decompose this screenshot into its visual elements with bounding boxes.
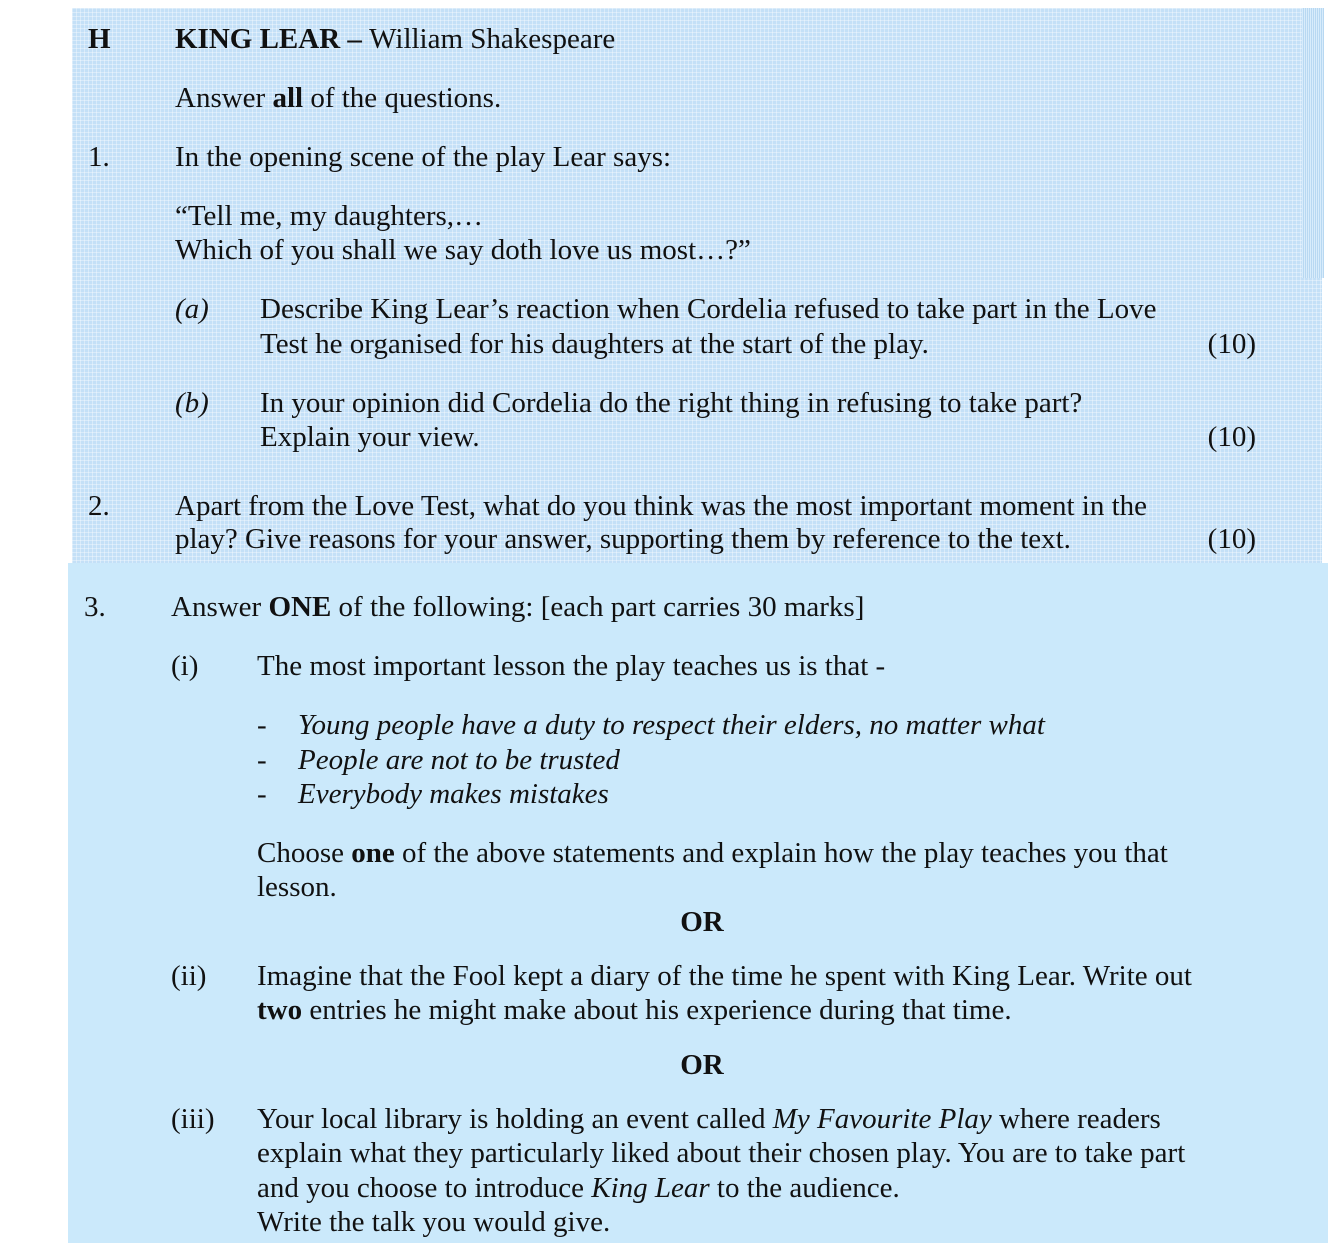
play-author: William Shakespeare — [369, 23, 616, 55]
q3iii-line4: Write the talk you would give. — [257, 1206, 611, 1238]
q1-number: 1. — [88, 141, 110, 173]
q3i-line: The most important lesson the play teaches us is that - — [257, 650, 886, 682]
q3i-label: (i) — [171, 650, 199, 682]
q2-number: 2. — [88, 490, 110, 522]
q3iii-line1-pre: Your local library is holding an event called — [257, 1103, 773, 1135]
or-separator: OR — [680, 906, 724, 938]
q3-instruction — [171, 590, 864, 624]
q1b-line1: In your opinion did Cordelia do the right thing in refusing to take part? — [260, 387, 1083, 419]
q3ii-post: entries he might make about his experience during that time. — [302, 994, 1012, 1026]
q1-quote-line1: “Tell me, my daughters,… — [175, 200, 484, 232]
choose-pre: Choose — [257, 837, 352, 869]
q3iii-label: (iii) — [171, 1103, 215, 1135]
choose-post: of the above statements and explain how the play teaches you that — [394, 837, 1168, 869]
q1a-line1: Describe King Lear’s reaction when Cordelia refused to take part in the Love — [260, 293, 1157, 325]
play-title: KING LEAR — [175, 23, 341, 55]
bullet-dash: - — [257, 778, 267, 810]
q3-pre: Answer — [171, 591, 269, 623]
q1a-marks: (10) — [1207, 328, 1256, 360]
q3ii-line2 — [257, 993, 1012, 1027]
q2-line1: Apart from the Love Test, what do you think was the most important moment in the — [175, 490, 1147, 522]
q3iii-line1 — [257, 1102, 1161, 1136]
q3ii-bold: two — [257, 994, 303, 1026]
section-title — [175, 22, 615, 56]
panel-edge-stripe — [1302, 8, 1324, 278]
q3iii-line3-pre: and you choose to introduce — [257, 1172, 592, 1204]
q1b-line2: Explain your view. — [260, 421, 480, 453]
q1a-line2: Test he organised for his daughters at the start of the play. — [260, 328, 929, 360]
instruction-bold: all — [272, 82, 304, 114]
q1a-label: (a) — [175, 293, 209, 325]
q1b-label: (b) — [175, 387, 209, 419]
choose-bold: one — [351, 837, 395, 869]
bullet-dash: - — [257, 709, 267, 741]
instruction-pre: Answer — [175, 82, 273, 114]
bullet-dash: - — [257, 744, 267, 776]
q3iii-line3-italic: King Lear — [591, 1172, 710, 1204]
or-separator: OR — [680, 1049, 724, 1081]
q1-intro: In the opening scene of the play Lear says: — [175, 141, 672, 173]
q2-marks: (10) — [1207, 523, 1256, 555]
q3iii-line3-post: to the audience. — [709, 1172, 900, 1204]
q3-post: of the following: [each part carries 30 marks] — [331, 591, 865, 623]
bullet-text: People are not to be trusted — [298, 744, 620, 776]
q3iii-line1-post: where readers — [991, 1103, 1161, 1135]
q3iii-line3 — [257, 1171, 900, 1205]
q3-number: 3. — [84, 591, 106, 623]
q3i-choose-line1 — [257, 836, 1168, 870]
q2-line2: play? Give reasons for your answer, supporting them by reference to the text. — [175, 523, 1071, 555]
q3ii-label: (ii) — [171, 960, 207, 992]
section-letter: H — [88, 23, 111, 55]
instruction — [175, 81, 501, 115]
q3iii-line2: explain what they particularly liked about their chosen play. You are to take part — [257, 1137, 1186, 1169]
q3ii-line1: Imagine that the Fool kept a diary of the time he spent with King Lear. Write out — [257, 960, 1192, 992]
q3-bold: ONE — [268, 591, 332, 623]
q3iii-line1-italic: My Favourite Play — [772, 1103, 992, 1135]
q1b-marks: (10) — [1207, 421, 1256, 453]
q3i-choose-line2: lesson. — [257, 871, 337, 903]
instruction-post: of the questions. — [303, 82, 502, 114]
bullet-text: Young people have a duty to respect their elders, no matter what — [298, 709, 1045, 741]
bullet-text: Everybody makes mistakes — [298, 778, 609, 810]
title-dash: – — [340, 23, 370, 55]
q1-quote-line2: Which of you shall we say doth love us most…?” — [175, 234, 751, 266]
